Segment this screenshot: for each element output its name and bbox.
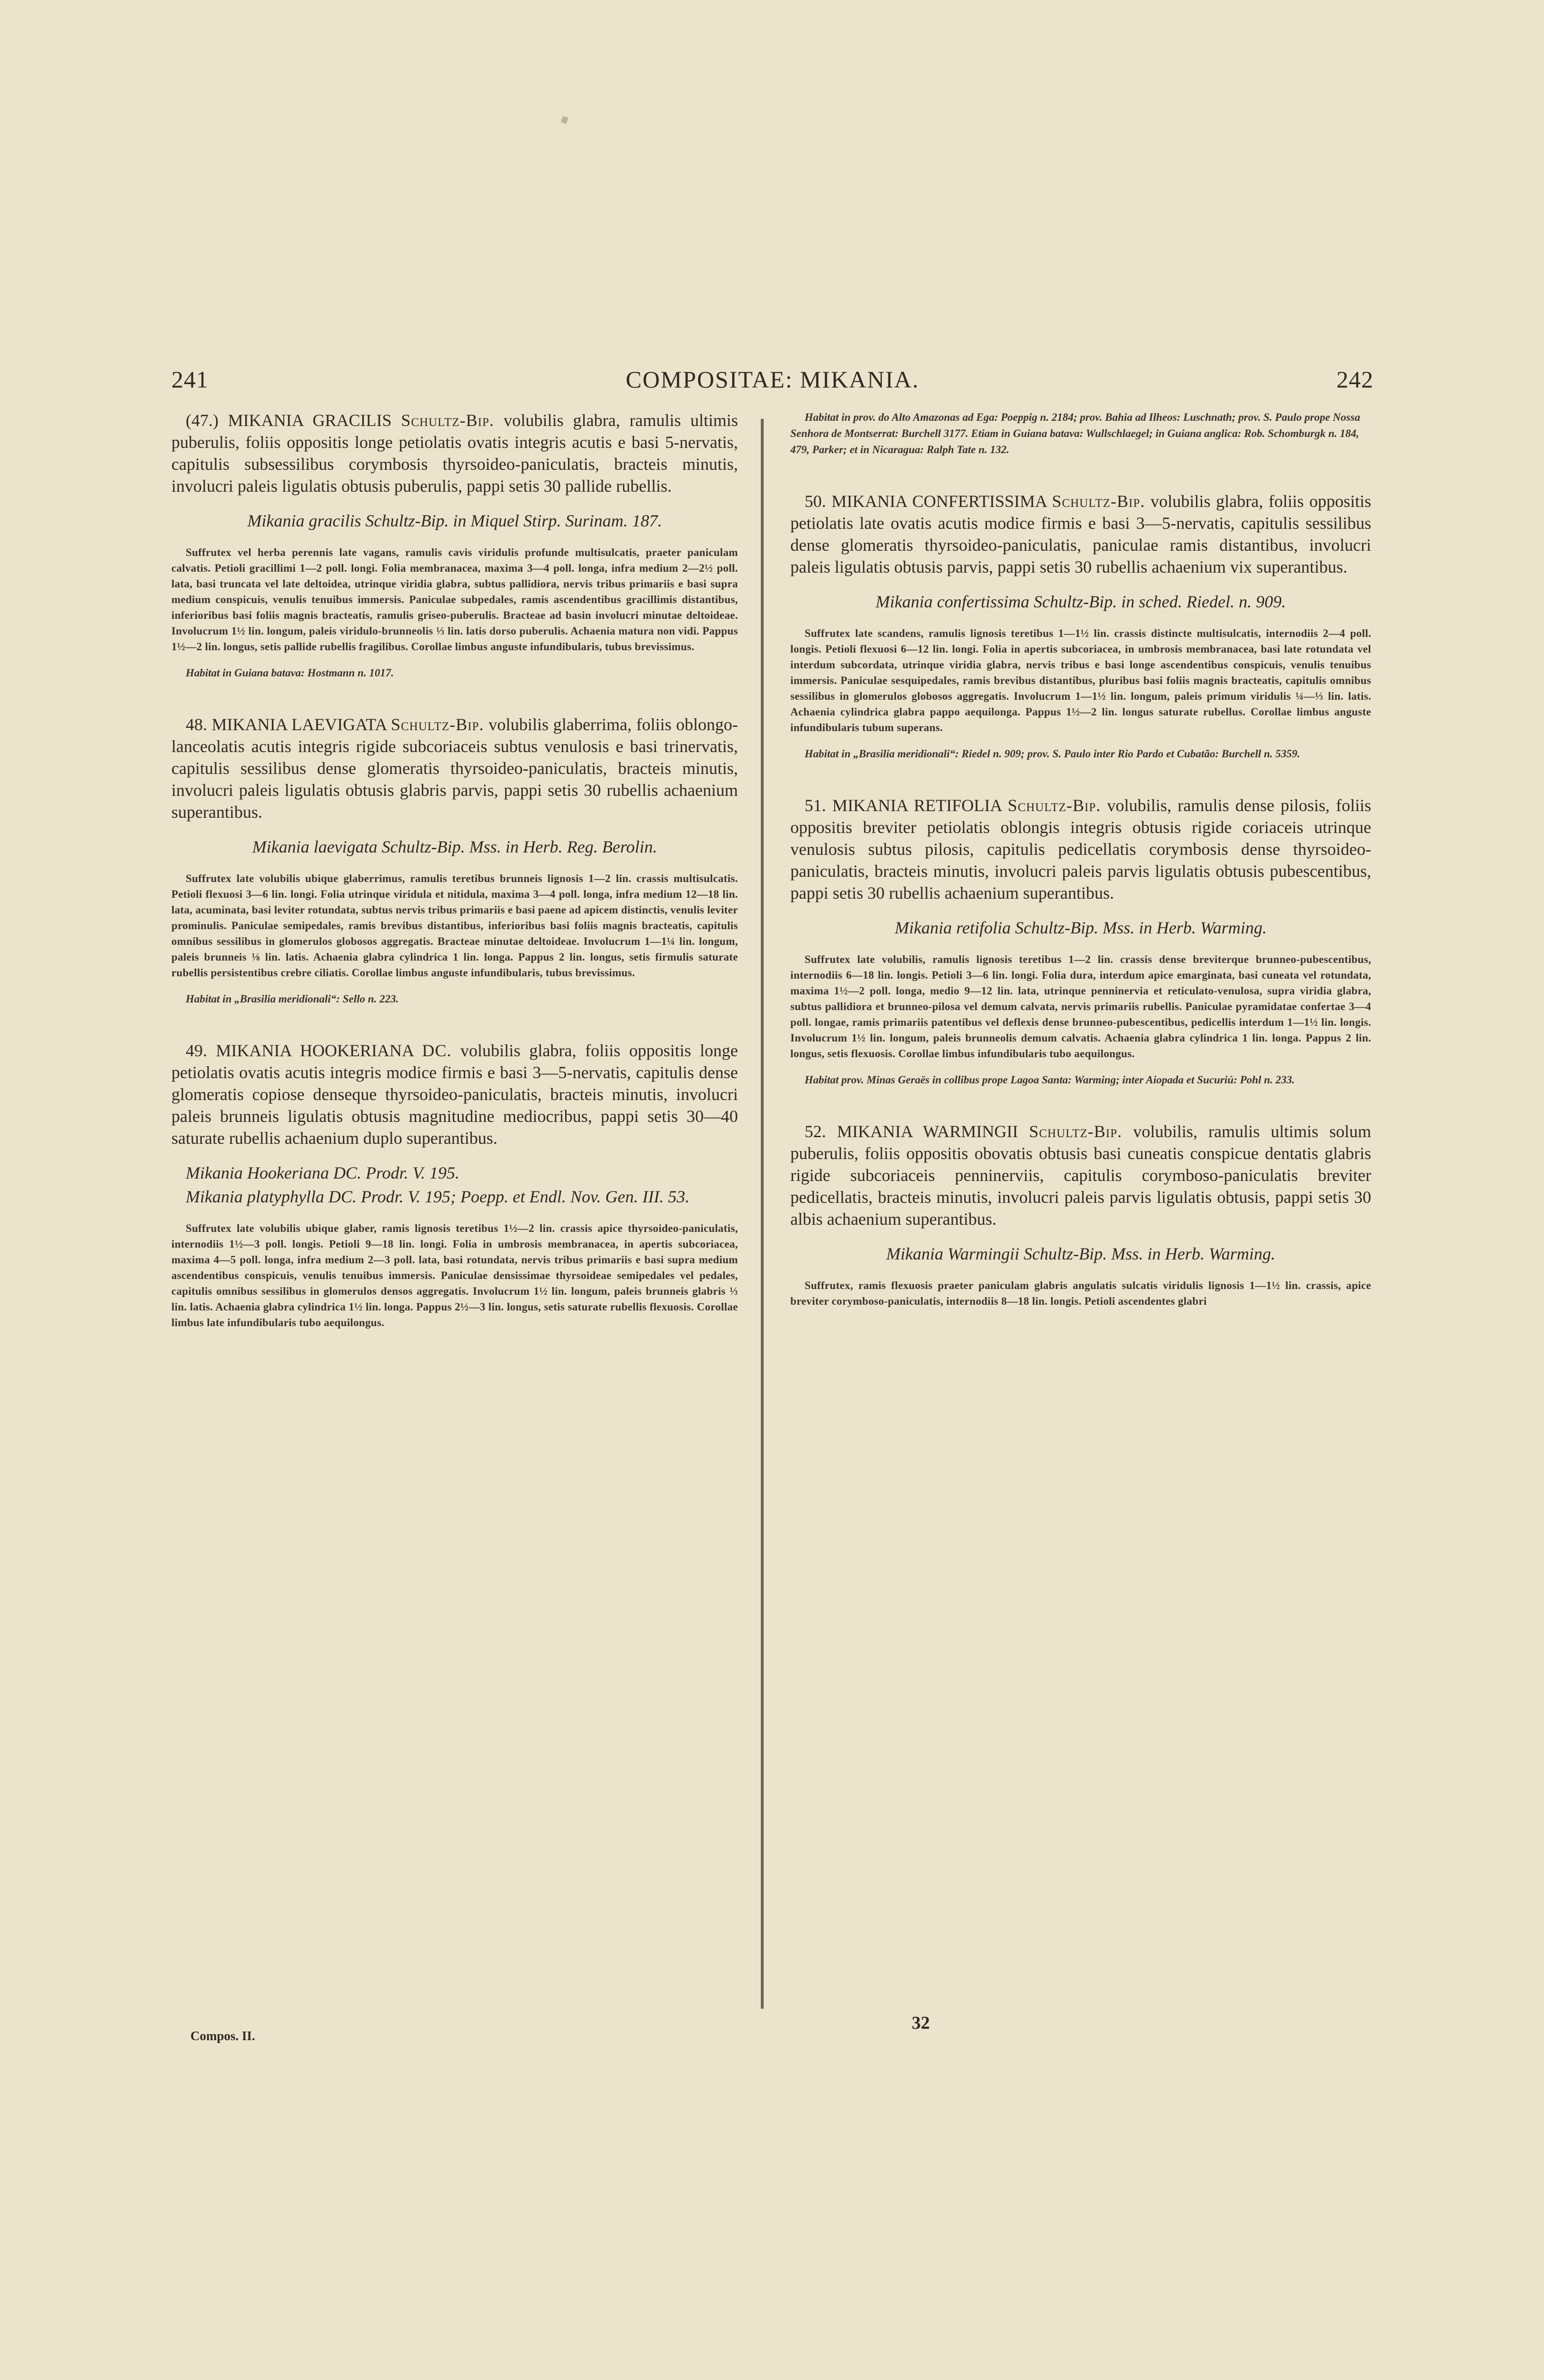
left-column bbox=[171, 409, 738, 1346]
species-52-author: Schultz-Bip. bbox=[1029, 1122, 1122, 1141]
species-48 bbox=[171, 714, 738, 1007]
species-49-diagnosis: volubilis glabra, foliis oppositis longe petiolatis ovatis acutis integris modice firmis e basi 3—5-nervatis, capitulis dense glomeratis copiose denseque thyrsoideo-paniculatis, bracteis minutis, involucri paleis brunneis ligulatis obtusis magnitudine mediocribus, pappi setis 30—40 saturate rubellis achaenium duplo superantibus. bbox=[171, 1041, 738, 1148]
species-47-citation: Mikania gracilis Schultz-Bip. in Miquel Stirp. Surinam. 187. bbox=[247, 511, 662, 530]
paper-stain bbox=[561, 116, 568, 124]
species-47-habitat: Habitat in Guiana batava: Hostmann n. 1017. bbox=[186, 667, 394, 679]
species-50-habitat: Habitat in „Brasilia meridionali“: Riedel n. 909; prov. S. Paulo inter Rio Pardo et Cubatão: Burchell n. 5359. bbox=[805, 748, 1300, 760]
species-50 bbox=[790, 490, 1371, 762]
species-49-habitat: Habitat in prov. do Alto Amazonas ad Ega: Poeppig n. 2184; prov. Bahia ad Ilheos: Luschnath; prov. S. Paulo prope Nossa Senhora de Montserrat: Burchell 3177. Etiam in Guiana batava: Wullschlaegel; in Guiana anglica: Rob. Schomburgk n. 184, 479, Parker; et in Nicaragua: Ralph Tate n. 132. bbox=[790, 411, 1360, 456]
species-50-description bbox=[790, 490, 1371, 578]
species-52-citation: Mikania Warmingii Schultz-Bip. Mss. in Herb. Warming. bbox=[886, 1244, 1275, 1263]
species-50-diagnosis: volubilis glabra, foliis oppositis petiolatis late ovatis acutis modice firmis e basi 3—5-nervatis, capitulis sessilibus dense glomeratis thyrsoideo-paniculatis, paniculae ramis distantibus, involucri paleis ligulatis obtusis parvis, pappi setis 30 rubellis achaenium vix superantibus. bbox=[790, 492, 1372, 576]
species-48-author: Schultz-Bip. bbox=[390, 715, 484, 734]
species-47-name: (47.) MIKANIA GRACILIS bbox=[186, 411, 392, 430]
species-49-habitat-block bbox=[790, 409, 1371, 458]
species-51-diagnosis: volubilis, ramulis dense pilosis, foliis oppositis breviter petiolatis oblongis integris obtusis rigide coriaceis utrinque venulosis subtus pilosis, capitulis pedicellatis corymbosis dense thyrsoideo-paniculatis, bracteis minutis, involucri paleis parvis ligulatis obtusis pubescentibus, pappi setis 30 rubellis achaenium superantibus. bbox=[790, 796, 1372, 902]
species-47-author: Schultz-Bip. bbox=[401, 411, 494, 430]
page-number-left: 241 bbox=[171, 366, 209, 393]
species-51 bbox=[790, 794, 1371, 1088]
gathering-signature: 32 bbox=[912, 2013, 930, 2033]
species-47-details: Suffrutex vel herba perennis late vagans, ramulis cavis viridulis profunde multisulcatis, praeter paniculam calvatis. Petioli gracillimi 1—2 poll. longi. Folia membranacea, maxima 3—4 poll. longa, infra medium 2—2½ poll. lata, basi truncata vel late deltoidea, utrinque viridia glabra, subtus pallidiora, nervis tribus primariis e basi supra medium conspicuis, venulis tenuibus immersis. Paniculae subpedales, ramis ascendentibus gracillimis distantibus, inferioribus basi foliis magnis bracteatis, ramulis griseo-puberulis. Bracteae ad basin involucri minutae deltoideae. Involucrum 1½ lin. longum, paleis viridulo-brunneolis ⅓ lin. latis dorso puberulis. Achaenia matura non vidi. Pappus 1½—2 lin. longus, setis pallide rubellis fragilibus. Corollae limbus anguste infundibularis, tubus brevissimus. bbox=[171, 546, 738, 653]
species-48-name: 48. MIKANIA LAEVIGATA bbox=[186, 715, 387, 734]
species-48-habitat: Habitat in „Brasilia meridionali“: Sello n. 223. bbox=[186, 993, 399, 1005]
species-49-citation-2: Mikania platyphylla DC. Prodr. V. 195; Poepp. et Endl. Nov. Gen. III. 53. bbox=[186, 1187, 690, 1206]
species-51-name: 51. MIKANIA RETIFOLIA bbox=[805, 796, 1002, 815]
species-49-description bbox=[171, 1040, 738, 1149]
species-52-details: Suffrutex, ramis flexuosis praeter paniculam glabris angulatis sulcatis viridulis lignosis 1—1½ lin. crassis, apice breviter corymboso-paniculatis, internodiis 8—18 lin. longis. Petioli ascendentes glabri bbox=[790, 1279, 1371, 1307]
species-48-details: Suffrutex late volubilis ubique glaberrimus, ramulis teretibus brunneis lignosis 1—2 lin. crassis multisulcatis. Petioli flexuosi 3—6 lin. longi. Folia utrinque viridula et nitidula, maxima 3—4 poll. longa, infra medium 12—18 lin. lata, acuminata, basi leviter rotundata, subtus nervis tribus primariis e basi paene ad apicem distinctis, venulis leviter prominulis. Paniculae semipedales, ramis brevibus distantibus, inferioribus basi foliis magnis bracteatis, capitulis omnibus sessilibus in glomerulos globosos aggregatis. Bracteae minutae deltoideae. Involucrum 1—1¼ lin. longum, paleis brunneis ⅛ lin. latis. Achaenia glabra cylindrica 1 lin. longa. Pappus 2 lin. longus, setis firmulis saturate rubellis persistentibus crebre ciliatis. Corollae limbus anguste infundibularis, tubus brevissimus. bbox=[171, 873, 738, 979]
signature-mark: Compos. II. bbox=[190, 2029, 255, 2043]
species-52-diagnosis: volubilis, ramulis ultimis solum puberulis, foliis oppositis obovatis obtusis basi cuneatis conspicue dentatis glabris rigide subcoriaceis penninerviis, capitulis corymboso-paniculatis breviter pedicellatis, bracteis minutis, involucri paleis parvis ligulatis obtusis, pappi setis 30 albis achaenium superantibus. bbox=[790, 1122, 1372, 1229]
species-51-author: Schultz-Bip. bbox=[1007, 796, 1101, 815]
species-49-details: Suffrutex late volubilis ubique glaber, ramis lignosis teretibus 1½—2 lin. crassis apice thyrsoideo-paniculatis, internodiis 1½—3 poll. longis. Petioli 9—18 lin. longi. Folia in umbrosis membranacea, in apertis subcoriacea, maxima 4—5 poll. longa, infra medium 2—3 poll. lata, basi rotundata, nervis tribus primariis e basi supra medium ascendentibus conspicuis, venulis tenuibus immersis. Paniculae densissimae thyrsoideae semipedales vel pedales, capitulis omnibus sessilibus in glomerulos densos aggregatis. Involucrum 1½ lin. longum, paleis brunneis glabris ⅓ lin. latis. Achaenia glabra cylindrica 1½ lin. longa. Pappus 2½—3 lin. longus, setis saturate rubellis flexuosis. Corollae limbus late infundibularis tubo aequilongus. bbox=[171, 1222, 738, 1329]
species-48-description bbox=[171, 714, 738, 823]
species-52 bbox=[790, 1121, 1371, 1309]
species-48-diagnosis: volubilis glaberrima, foliis oblongo-lanceolatis acutis integris rigide subcoriaceis subtus venulosis e basi trinervatis, capitulis sessilibus dense glomeratis thyrsoideo-paniculatis, bracteis minutis, involucri paleis ligulatis obtusis glabris parvis, pappi setis 30 rubellis achaenium superantibus. bbox=[171, 715, 738, 822]
species-47-diagnosis: volubilis glabra, ramulis ultimis puberulis, foliis oppositis longe petiolatis ovatis integris acutis e basi 5-nervatis, capitulis subsessilibus corymbosis thyrsoideo-paniculatis, bracteis minutis, involucri paleis ligulatis obtusis puberulis, pappi setis 30 pallide rubellis. bbox=[171, 411, 738, 496]
species-50-citation: Mikania confertissima Schultz-Bip. in sched. Riedel. n. 909. bbox=[876, 592, 1286, 611]
running-title: COMPOSITAE: MIKANIA. bbox=[626, 366, 919, 393]
species-51-citation: Mikania retifolia Schultz-Bip. Mss. in Herb. Warming. bbox=[895, 918, 1267, 937]
species-48-citation: Mikania laevigata Schultz-Bip. Mss. in Herb. Reg. Berolin. bbox=[252, 837, 657, 856]
species-51-description bbox=[790, 794, 1371, 904]
column-divider bbox=[761, 419, 764, 2009]
species-52-name: 52. MIKANIA WARMINGII bbox=[805, 1122, 1018, 1141]
species-51-habitat: Habitat prov. Minas Geraës in collibus prope Lagoa Santa: Warming; inter Aiopada et Sucuriú: Pohl n. 233. bbox=[805, 1074, 1295, 1086]
right-column bbox=[790, 409, 1371, 1324]
species-50-details: Suffrutex late scandens, ramulis lignosis teretibus 1—1½ lin. crassis distincte multisulcatis, internodiis 2—4 poll. longis. Petioli flexuosi 6—12 lin. longi. Folia in apertis subcoriacea, in umbrosis membranacea, basi late rotundata vel interdum subcordata, utrinque viridia glabra, nervis tribus e basi longe ascendentibus conspicuis, venulis tenuibus immersis. Paniculae sesquipedales, ramis brevibus distantibus, pluribus basi foliis magnis bracteatis, capitulis omnibus sessilibus in glomerulos globosos aggregatis. Involucrum 1—1½ lin. longum, paleis primum viridulis ¼—⅓ lin. latis. Achaenia cylindrica glabra pappo aequilonga. Pappus 1½—2 lin. longus saturate rubellus. Corollae limbus anguste infundibularis tubum superans. bbox=[790, 627, 1371, 734]
species-49 bbox=[171, 1040, 738, 1330]
page-number-right: 242 bbox=[1336, 366, 1374, 393]
species-47-description bbox=[171, 409, 738, 497]
species-50-name: 50. MIKANIA CONFERTISSIMA bbox=[805, 492, 1046, 511]
species-51-details: Suffrutex late volubilis, ramulis lignosis teretibus 1—2 lin. crassis dense breviterque brunneo-pubescentibus, internodiis 6—18 lin. longis. Petioli 3—6 lin. longi. Folia dura, interdum apice emarginata, basi cuneata vel rotundata, maxima 1½—2 poll. longa, medio 9—12 lin. lata, utrinque penninervia et reticulato-venulosa, supra viridia glabra, subtus pallidiora et brunneo-pilosa vel demum calvata, nervis primariis rubellis. Paniculae pyramidatae confertae 3—4 poll. longae, ramis primariis patentibus vel deflexis dense brunneo-pubescentibus, pedicellis interdum 1—1½ lin. longis. Involucrum 1½ lin. longum, paleis brunneolis demum calvatis. Achaenia glabra cylindrica 1 lin. longa. Pappus 2 lin. longus, setis flexuosis. Corollae limbus infundibularis tubo aequilongus. bbox=[790, 953, 1371, 1060]
species-50-author: Schultz-Bip. bbox=[1052, 492, 1145, 511]
species-49-name: 49. MIKANIA HOOKERIANA bbox=[186, 1041, 413, 1060]
species-49-author: DC. bbox=[422, 1041, 452, 1060]
species-52-description bbox=[790, 1121, 1371, 1230]
species-47 bbox=[171, 409, 738, 681]
species-49-citation-1: Mikania Hookeriana DC. Prodr. V. 195. bbox=[186, 1163, 459, 1182]
page-header bbox=[171, 366, 1374, 399]
